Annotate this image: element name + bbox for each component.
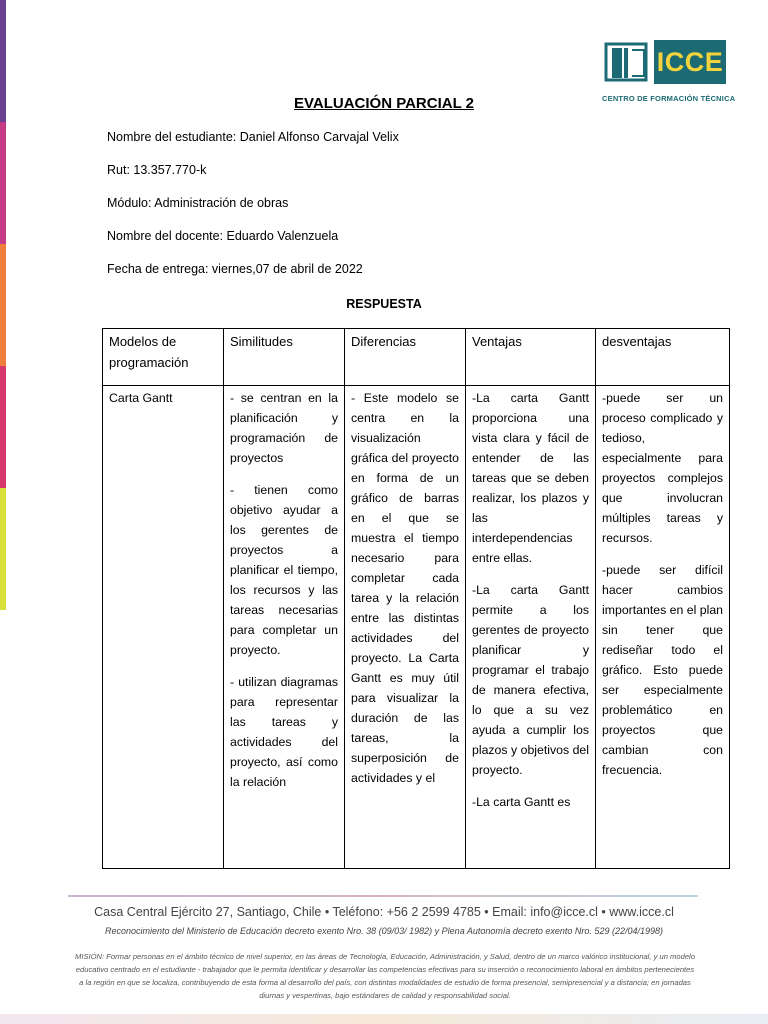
section-heading: RESPUESTA	[346, 297, 422, 311]
difference-item: - Este modelo se centra en la visualización gráfica del proyecto en forma de un gráfico de barras en el que se muestra el tiempo necesario para completar cada tarea y la relación entre las distintas actividades del proyecto. La Carta Gantt es muy útil para visualizar la duración de las tareas, la superposición de actividades y el	[351, 391, 459, 785]
similarity-item: - utilizan diagramas para representar las tareas y actividades del proyecto, así como la relación	[230, 675, 338, 789]
header-advantages: Ventajas	[466, 329, 596, 386]
table-header-row	[103, 329, 730, 386]
cell-differences	[345, 386, 466, 869]
student-rut: Rut: 13.357.770-k	[107, 163, 207, 177]
advantage-item: -La carta Gantt permite a los gerentes de proyecto planificar y programar el trabajo de manera efectiva, lo que a su vez ayuda a cumplir los plazos y objetivos del proyecto.	[472, 583, 589, 777]
module-name: Módulo: Administración de obras	[107, 196, 289, 210]
header-models: Modelos de programación	[103, 329, 224, 386]
stripe-segment	[0, 366, 6, 488]
stripe-segment	[0, 488, 6, 610]
header-differences: Diferencias	[345, 329, 466, 386]
footer-recognition: Reconocimiento del Ministerio de Educación decreto exento Nro. 38 (09/03/ 1982) y Plena Autonomía decreto exento Nro. 529 (22/04/1998)	[104, 926, 663, 936]
cell-advantages	[466, 386, 596, 869]
footer-divider	[68, 895, 698, 897]
document-title: EVALUACIÓN PARCIAL 2	[293, 95, 474, 112]
footer-address: Casa Central Ejército 27, Santiago, Chile • Teléfono: +56 2 2599 4785 • Email: info@icce.cl • www.icce.cl	[94, 905, 674, 919]
stripe-segment	[0, 122, 6, 244]
advantage-item: -La carta Gantt es	[472, 795, 571, 809]
header-disadvantages: desventajas	[596, 329, 730, 386]
table-row	[103, 386, 730, 869]
model-name: Carta Gantt	[109, 391, 173, 405]
book-icon	[604, 42, 650, 82]
advantage-item: -La carta Gantt proporciona una vista clara y fácil de entender de las tareas que se deben realizar, los plazos y las interdependencias entre ellas.	[472, 391, 589, 565]
disadvantage-item: -puede ser un proceso complicado y tedioso, especialmente para proyectos complejos que involucran múltiples tareas y recursos.	[602, 391, 723, 545]
cell-similarities	[224, 386, 345, 869]
teacher-name: Nombre del docente: Eduardo Valenzuela	[107, 229, 339, 243]
cell-model	[103, 386, 224, 869]
bottom-color-stripe	[0, 1014, 768, 1024]
logo-subtitle: CENTRO DE FORMACIÓN TÉCNICA	[602, 94, 736, 103]
cell-disadvantages	[596, 386, 730, 869]
similarity-item: - tienen como objetivo ayudar a los gerentes de proyectos a planificar el tiempo, los recursos y las tareas necesarias para completar un proyecto.	[230, 483, 338, 657]
disadvantage-item: -puede ser difícil hacer cambios importantes en el plan sin tener que rediseñar todo el gráfico. Esto puede ser especialmente problemático en proyectos que cambian con frecuencia.	[602, 563, 723, 777]
delivery-date: Fecha de entrega: viernes,07 de abril de 2022	[107, 262, 363, 276]
similarity-item: - se centran en la planificación y programación de proyectos	[230, 391, 338, 465]
student-name: Nombre del estudiante: Daniel Alfonso Carvajal Velix	[107, 130, 399, 144]
comparison-table	[102, 328, 730, 869]
logo-text: ICCE	[654, 40, 726, 84]
footer-mission: MISIÓN: Formar personas en el ámbito técnico de nivel superior, en las áreas de Tecnología, Educación, Administración, y Salud, dentro de un marco valórico institucional, y un modelo educativo centrado en el estudiante - trabajador que le permita identificar y desarrollar las competencias efectivas para su inserción o reconocimiento laboral en ámbitos pertenecientes a la región en que se localiza, contribuyendo de esta forma al desarrollo del país, con distintas modalidades de estudio de forma presencial, semipresencial y a distancia; en jornadas diurnas y vespertinas, bajo estándares de calidad y responsabilidad social.	[75, 952, 695, 1000]
header-similarities: Similitudes	[224, 329, 345, 386]
